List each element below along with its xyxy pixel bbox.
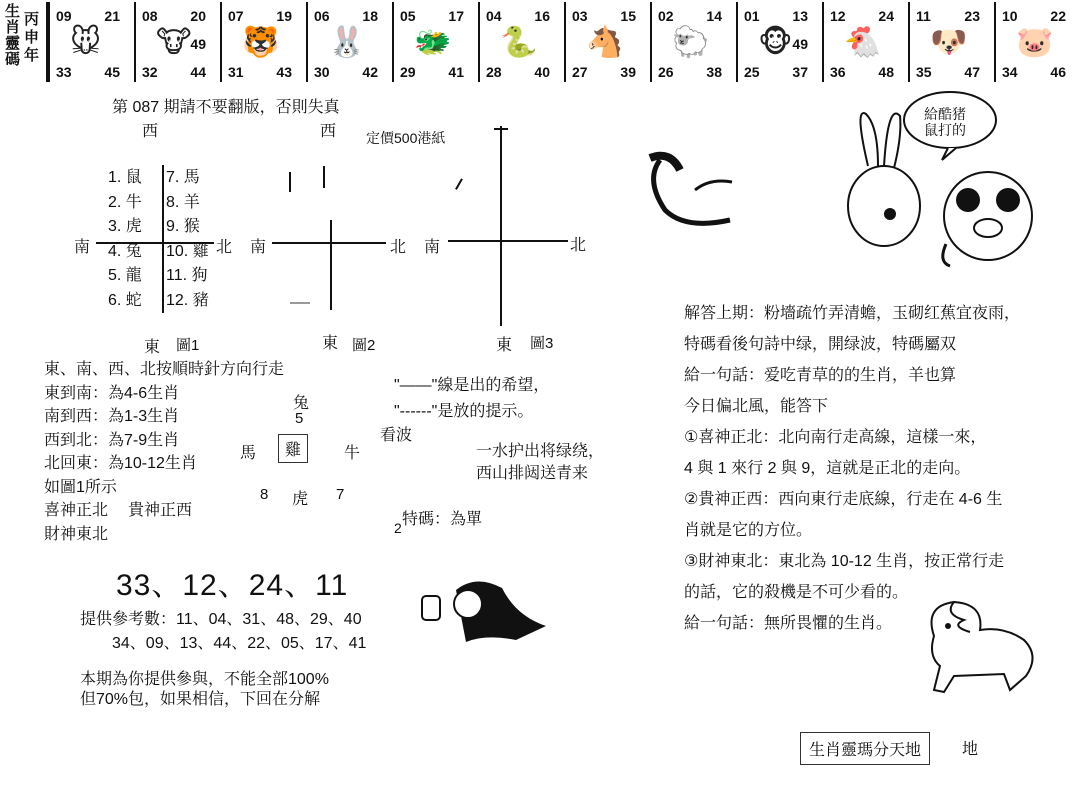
cross-bottom-right: 7	[336, 486, 345, 503]
cell-number-top-left: 12	[830, 8, 846, 24]
cell-number-extra: 49	[792, 36, 808, 52]
cell-number-bottom-right: 42	[362, 64, 378, 80]
cell-number-bottom-left: 31	[228, 64, 244, 80]
year-label	[2, 2, 48, 82]
fig3-top-tick	[494, 128, 508, 130]
fig1-caption: 圖1	[176, 337, 200, 354]
year-label-char: 碼	[5, 51, 21, 68]
cell-number-top-right: 19	[276, 8, 292, 24]
cell-number-bottom-left: 32	[142, 64, 158, 80]
year-label-char: 丙	[24, 11, 40, 28]
cell-number-bottom-left: 34	[1002, 64, 1018, 80]
cell-number-bottom-left: 25	[744, 64, 760, 80]
cell-number-top-right: 13	[792, 8, 808, 24]
answer-block	[684, 298, 1020, 639]
zodiac-list-item: 11. 狗	[166, 267, 208, 284]
fig3-south: 南	[424, 239, 441, 256]
cell-number-top-left: 08	[142, 8, 158, 24]
answer-line: 今日偏北風，能答下	[684, 398, 829, 415]
cell-number-top-left: 11	[916, 8, 931, 24]
fig1-south: 南	[74, 239, 91, 256]
dragon-icon: 🐲	[414, 26, 452, 59]
cell-number-top-left: 07	[228, 8, 244, 24]
answer-line: 肖就是它的方位。	[684, 522, 813, 539]
fig3-vertical-line	[500, 126, 502, 326]
cell-number-extra: 49	[190, 36, 206, 52]
rule-line: 如圖1所示	[44, 478, 117, 496]
monkey-icon: 🐵	[758, 26, 793, 59]
cross-top-number: 5	[295, 410, 304, 427]
cell-number-bottom-right: 41	[448, 64, 464, 80]
zodiac-list-item: 4. 兔	[108, 242, 142, 260]
cell-number-bottom-left: 36	[830, 64, 846, 80]
cell-number-bottom-right: 43	[276, 64, 292, 80]
cell-number-bottom-right: 46	[1050, 64, 1066, 80]
rule-line: 北回東：為10-12生肖	[44, 455, 197, 472]
year-label-char: 年	[24, 47, 40, 64]
cell-number-bottom-right: 48	[878, 64, 894, 80]
cross-bottom: 虎	[292, 491, 309, 508]
cell-number-top-left: 09	[56, 8, 72, 24]
fig1-north: 北	[216, 239, 233, 256]
footer-title-box: 生肖靈瑪分天地	[800, 732, 930, 765]
fig1-vertical-line	[162, 165, 164, 313]
zodiac-cell	[48, 2, 126, 82]
zodiac-list-item: 1. 鼠	[108, 169, 142, 186]
zodiac-cell	[478, 2, 556, 82]
cell-number-top-right: 17	[448, 8, 464, 24]
cell-number-bottom-right: 37	[792, 64, 808, 80]
fig2-vertical-line	[330, 220, 332, 310]
cell-number-top-right: 20	[190, 8, 206, 24]
goat-icon: 🐑	[672, 26, 710, 59]
fig3-east: 東	[496, 337, 513, 354]
fig2-tick	[323, 166, 325, 188]
zodiac-cell	[392, 2, 470, 82]
zodiac-list-item: 3. 虎	[108, 218, 142, 235]
answer-line: ③財神東北：東北為 10-12 生肖，按正常行走	[684, 553, 1005, 570]
cell-number-bottom-left: 27	[572, 64, 588, 80]
cell-number-top-right: 14	[706, 8, 722, 24]
cross-left: 馬	[240, 445, 257, 462]
cell-number-top-right: 21	[104, 8, 120, 24]
cell-number-bottom-right: 38	[706, 64, 722, 80]
special-code-label: 特碼：為單	[402, 511, 483, 528]
cell-number-top-right: 18	[362, 8, 378, 24]
fig2-east: 東	[322, 335, 339, 352]
answer-line: ①喜神正北：北向南行走高線，這樣一來，	[684, 429, 987, 446]
cell-number-bottom-left: 30	[314, 64, 330, 80]
cell-number-top-left: 04	[486, 8, 502, 24]
zodiac-cell	[822, 2, 900, 82]
poem-line-1: 一水护出将绿绕，	[476, 443, 605, 460]
fig1-east: 東	[144, 339, 161, 356]
fig1-west: 西	[142, 123, 159, 140]
answer-line: 的話，它的殺機是不可少看的。	[684, 584, 909, 601]
cell-number-top-right: 15	[620, 8, 636, 24]
cross-center: 雞	[278, 434, 308, 463]
poem-line-2: 西山排闼送青来	[476, 465, 589, 482]
cell-number-bottom-right: 47	[964, 64, 980, 80]
zodiac-list-item: 10. 雞	[166, 242, 209, 260]
zodiac-list-item: 12. 豬	[166, 291, 209, 309]
cell-number-top-left: 03	[572, 8, 588, 24]
answer-line: 4 與 1 來行 2 與 9，這就是正北的走向。	[684, 460, 971, 477]
answer-line: 給一句話：無所畏懼的生肖。	[684, 615, 893, 632]
horse-icon: 🐴	[586, 26, 624, 59]
footer-tail: 地	[962, 741, 979, 758]
zodiac-list-item: 6. 蛇	[108, 291, 142, 309]
legend-dashed-line: "------"是放的提示。	[394, 403, 534, 420]
cell-number-bottom-left: 33	[56, 64, 72, 80]
fig2-tick	[289, 172, 291, 192]
zodiac-cell	[736, 2, 814, 82]
answer-line: 給一句話：爱吃青草的的生肖，羊也算	[684, 367, 957, 384]
answer-line: ②貴神正西：西向東行走底線，行走在 4-6 生	[684, 491, 1003, 508]
kanbo-label: 看波	[380, 427, 413, 444]
zodiac-list-right	[166, 166, 209, 313]
special-code-number: 2	[394, 520, 402, 536]
zodiac-list-item: 7. 馬	[166, 169, 200, 186]
cell-number-top-right: 24	[878, 8, 894, 24]
rabbit-icon: 🐰	[328, 26, 366, 59]
cell-number-bottom-right: 45	[104, 64, 120, 80]
rule-guishen: 貴神正西	[128, 502, 193, 519]
zodiac-cell	[564, 2, 642, 82]
cross-right: 牛	[344, 445, 361, 462]
fig3-caption: 圖3	[530, 335, 554, 352]
rule-line: 東、南、西、北按順時針方向行走	[44, 361, 285, 378]
cell-number-bottom-right: 44	[190, 64, 206, 80]
fig3-slash	[455, 178, 462, 189]
cartoon-fragment-icon	[640, 150, 740, 232]
year-label-char: 肖	[5, 19, 21, 36]
fig2-west: 西	[320, 123, 337, 140]
cell-number-bottom-right: 39	[620, 64, 636, 80]
zodiac-cell	[306, 2, 384, 82]
fig3-north: 北	[570, 237, 587, 254]
main-numbers: 33、12、24、11	[116, 569, 349, 602]
cell-number-top-right: 16	[534, 8, 550, 24]
reference-line-2: 34、09、13、44、22、05、17、41	[112, 635, 367, 652]
zodiac-cell	[994, 2, 1072, 82]
zodiac-strip	[0, 0, 1080, 88]
zodiac-list-item: 5. 龍	[108, 267, 142, 284]
fig2-horizontal-line	[272, 242, 386, 244]
note-line-1: 本期為你提供參與，不能全部100%	[80, 671, 329, 688]
zodiac-list-left	[108, 166, 142, 313]
zodiac-list-item: 8. 羊	[166, 193, 200, 211]
rule-line: 西到北：為7-9生肖	[44, 431, 180, 449]
fig2-caption: 圖2	[352, 337, 376, 354]
cell-number-bottom-left: 35	[916, 64, 932, 80]
answer-line: 解答上期：粉墻疏竹弄清蟾，玉砌红蕉宜夜雨，	[684, 305, 1021, 322]
rule-line	[44, 499, 284, 523]
zodiac-cell	[908, 2, 986, 82]
snake-icon: 🐍	[500, 26, 538, 59]
issue-line: 第 087 期請不要翻版，否則失真	[112, 99, 340, 116]
reference-line-1: 提供參考數：11、04、31、48、29、40	[80, 611, 362, 628]
mouse-icon: 🐭	[70, 26, 102, 59]
answer-line: 特碼看後句詩中绿，開绿波，特碼屬双	[684, 336, 957, 353]
rule-line: 東到南：為4-6生肖	[44, 384, 180, 402]
speech-bubble	[924, 106, 966, 138]
rooster-icon: 🐔	[844, 26, 882, 59]
dog-icon: 🐶	[930, 26, 968, 59]
zodiac-cell	[220, 2, 298, 82]
rule-line: 財神東北	[44, 525, 109, 543]
fig3-horizontal-line	[448, 240, 568, 242]
cell-number-bottom-left: 28	[486, 64, 502, 80]
zodiac-cell	[134, 2, 212, 82]
rule-line: 南到西：為1-3生肖	[44, 408, 180, 425]
cross-bottom-left: 8	[260, 486, 269, 503]
fig2-north: 北	[390, 239, 407, 256]
cell-number-top-right: 22	[1050, 8, 1066, 24]
superhero-cartoon-icon	[416, 576, 546, 644]
note-line-2: 但70%包，如果相信，下回在分解	[80, 691, 321, 708]
fig2-south: 南	[250, 239, 267, 256]
ox-icon: 🐮	[156, 26, 192, 59]
cross-top: 兔	[293, 395, 310, 412]
cell-number-top-left: 01	[744, 8, 760, 24]
bubble-line-2: 鼠打的	[924, 122, 966, 138]
zodiac-cell	[650, 2, 728, 82]
cell-number-bottom-left: 29	[400, 64, 416, 80]
legend-solid-line: "——"線是出的希望，	[394, 377, 550, 394]
bubble-line-1: 給酷猪	[924, 106, 966, 122]
zodiac-list-item: 2. 牛	[108, 193, 142, 211]
rule-xishen: 喜神正北	[44, 502, 109, 519]
year-label-char: 靈	[5, 35, 21, 52]
cell-number-top-right: 23	[964, 8, 980, 24]
year-label-char: 生	[5, 3, 21, 20]
year-label-char: 申	[24, 29, 40, 46]
cell-number-top-left: 02	[658, 8, 674, 24]
zodiac-list-item: 9. 猴	[166, 218, 200, 235]
fig2-dash	[290, 302, 310, 304]
cell-number-top-left: 10	[1002, 8, 1018, 24]
cell-number-top-left: 05	[400, 8, 416, 24]
cell-number-bottom-left: 26	[658, 64, 674, 80]
price-label: 定價500港紙	[366, 130, 446, 146]
pig-icon: 🐷	[1016, 26, 1054, 59]
cell-number-top-left: 06	[314, 8, 330, 24]
tiger-icon: 🐯	[242, 26, 280, 59]
cell-number-bottom-right: 40	[534, 64, 550, 80]
